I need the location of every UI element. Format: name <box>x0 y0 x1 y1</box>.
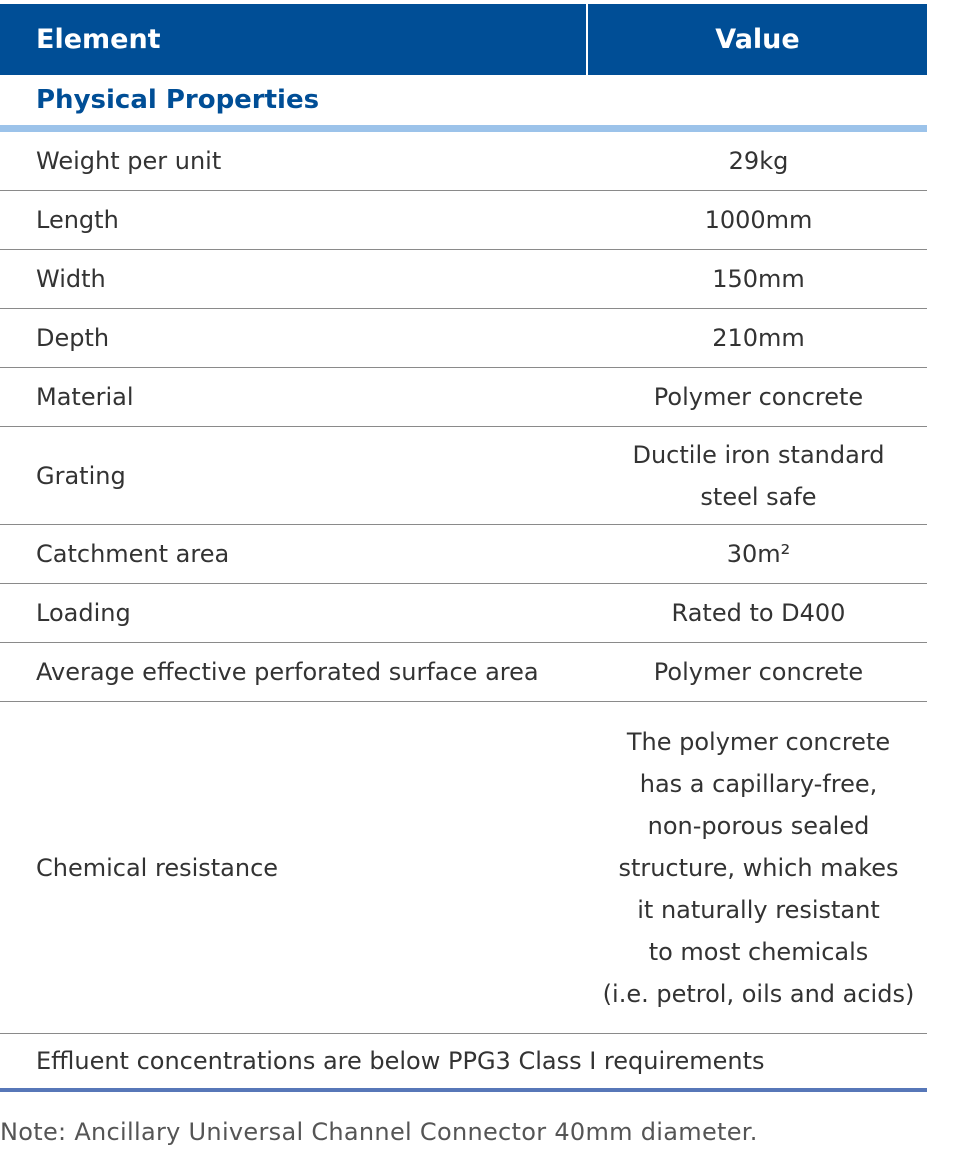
value-line: to most chemicals <box>648 937 869 966</box>
table-row <box>0 191 927 250</box>
row-element: Depth <box>36 324 110 352</box>
row-element: Width <box>36 265 106 293</box>
value-line: it naturally resistant <box>637 895 880 924</box>
table-row <box>0 702 927 1034</box>
value-line: non-porous sealed <box>647 811 870 840</box>
row-value: 1000mm <box>704 206 813 234</box>
value-line: The polymer concrete <box>626 727 891 756</box>
table-header <box>0 4 927 75</box>
row-element: Chemical resistance <box>36 853 279 882</box>
row-value: 150mm <box>712 265 805 293</box>
section-title: Physical Properties <box>0 75 927 132</box>
row-value: Polymer concrete <box>653 383 864 411</box>
table-row <box>0 250 927 309</box>
row-element: Catchment area <box>36 540 230 568</box>
row-value <box>590 702 927 1033</box>
row-value <box>590 427 927 524</box>
row-element: Loading <box>36 599 131 627</box>
header-element: Element <box>0 4 588 75</box>
row-element: Length <box>36 206 119 234</box>
table-row <box>0 427 927 525</box>
effluent-note: Effluent concentrations are below PPG3 Class I requirements <box>0 1034 927 1092</box>
table-row <box>0 643 927 702</box>
value-line: structure, which makes <box>618 853 899 882</box>
row-element: Average effective perforated surface area <box>36 658 539 686</box>
value-line: steel safe <box>700 482 817 511</box>
table-row <box>0 368 927 427</box>
row-value: Rated to D400 <box>671 599 846 627</box>
row-value: Polymer concrete <box>653 658 864 686</box>
table-row <box>0 525 927 584</box>
table-row <box>0 132 927 191</box>
table-row <box>0 309 927 368</box>
row-value: 30m² <box>726 540 791 568</box>
row-value: 210mm <box>712 324 805 352</box>
header-value: Value <box>715 24 800 55</box>
row-element: Material <box>36 383 134 411</box>
footnote: Note: Ancillary Universal Channel Connector 40mm diameter. <box>0 1118 758 1146</box>
value-line: (i.e. petrol, oils and acids) <box>602 979 915 1008</box>
row-value: 29kg <box>728 147 789 175</box>
specification-table <box>0 4 927 1092</box>
row-element: Weight per unit <box>36 147 222 175</box>
value-line: has a capillary-free, <box>639 769 878 798</box>
value-line: Ductile iron standard <box>632 440 885 469</box>
table-row <box>0 584 927 643</box>
row-element: Grating <box>36 461 126 490</box>
